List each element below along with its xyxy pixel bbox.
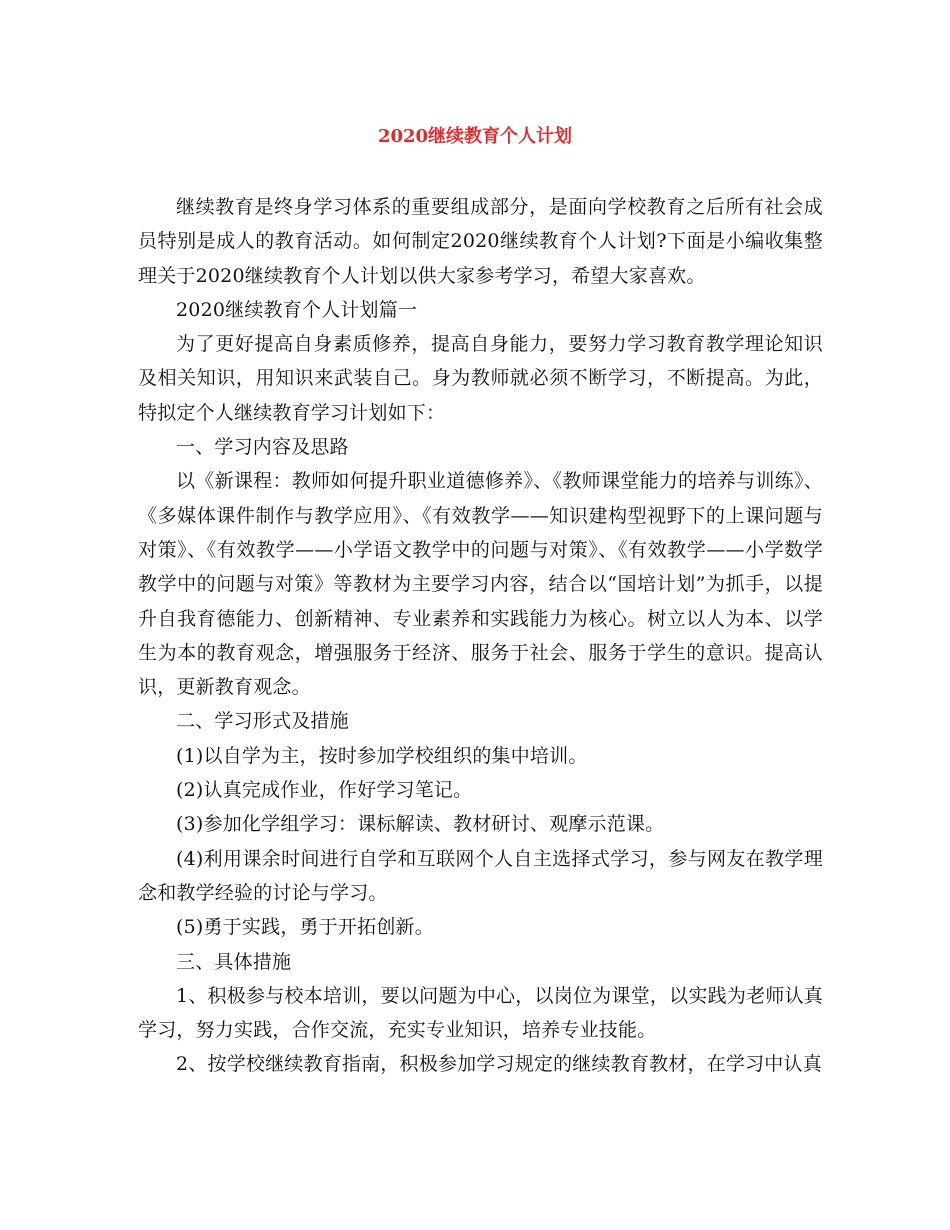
paragraph-intro: 继续教育是终身学习体系的重要组成部分，是面向学校教育之后所有社会成员特别是成人的教育活动。如何制定2020继续教育个人计划?下面是小编收集整理关于2020继续教育个人计划以供大家参考学习，希望大家喜欢。 (138, 196, 823, 287)
paragraph-purpose: 为了更好提高自身素质修养，提高自身能力，要努力学习教育教学理论知识及相关知识，用知识来武装自己。身为教师就必须不断学习，不断提高。为此，特拟定个人继续教育学习计划如下： (138, 333, 823, 424)
measure-item-1: 1、积极参与校本培训，要以问题为中心，以岗位为课堂，以实践为老师认真学习，努力实践，合作交流，充实专业知识，培养专业技能。 (138, 984, 823, 1042)
document-body (138, 190, 823, 1082)
heading-forms-and-measures: 二、学习形式及措施 (176, 710, 349, 733)
list-item-1: (1)以自学为主，按时参加学校组织的集中培训。 (176, 744, 588, 767)
document-title: 2020继续教育个人计划 (377, 126, 573, 147)
paragraph-learning-content: 以《新课程：教师如何提升职业道德修养》、《教师课堂能力的培养与训练》、《多媒体课件制作与教学应用》、《有效教学——知识建构型视野下的上课问题与对策》、《有效教学——小学语文教学中的问题与对策》、《有效教学——小学数学教学中的问题与对策》等教材为主要学习内容，结合以“国培计划”为抓手，以提升自我育德能力、创新精神、专业素养和实践能力为核心。树立以人为本、以学生为本的教育观念，增强服务于经济、服务于社会、服务于学生的意识。提高认识，更新教育观念。 (138, 470, 823, 699)
list-item-2: (2)认真完成作业，作好学习笔记。 (176, 779, 473, 802)
heading-content-and-approach: 一、学习内容及思路 (176, 436, 349, 459)
section-heading-part-one: 2020继续教育个人计划篇一 (176, 298, 418, 321)
heading-specific-measures: 三、具体措施 (176, 950, 292, 973)
list-item-5: (5)勇于实践，勇于开拓创新。 (176, 916, 434, 939)
measure-item-2: 2、按学校继续教育指南，积极参加学习规定的继续教育教材，在学习中认真 (176, 1053, 822, 1076)
list-item-3: (3)参加化学组学习：课标解读、教材研讨、观摩示范课。 (176, 813, 665, 836)
list-item-4: (4)利用课余时间进行自学和互联网个人自主选择式学习，参与网友在教学理念和教学经验的讨论与学习。 (138, 847, 823, 904)
